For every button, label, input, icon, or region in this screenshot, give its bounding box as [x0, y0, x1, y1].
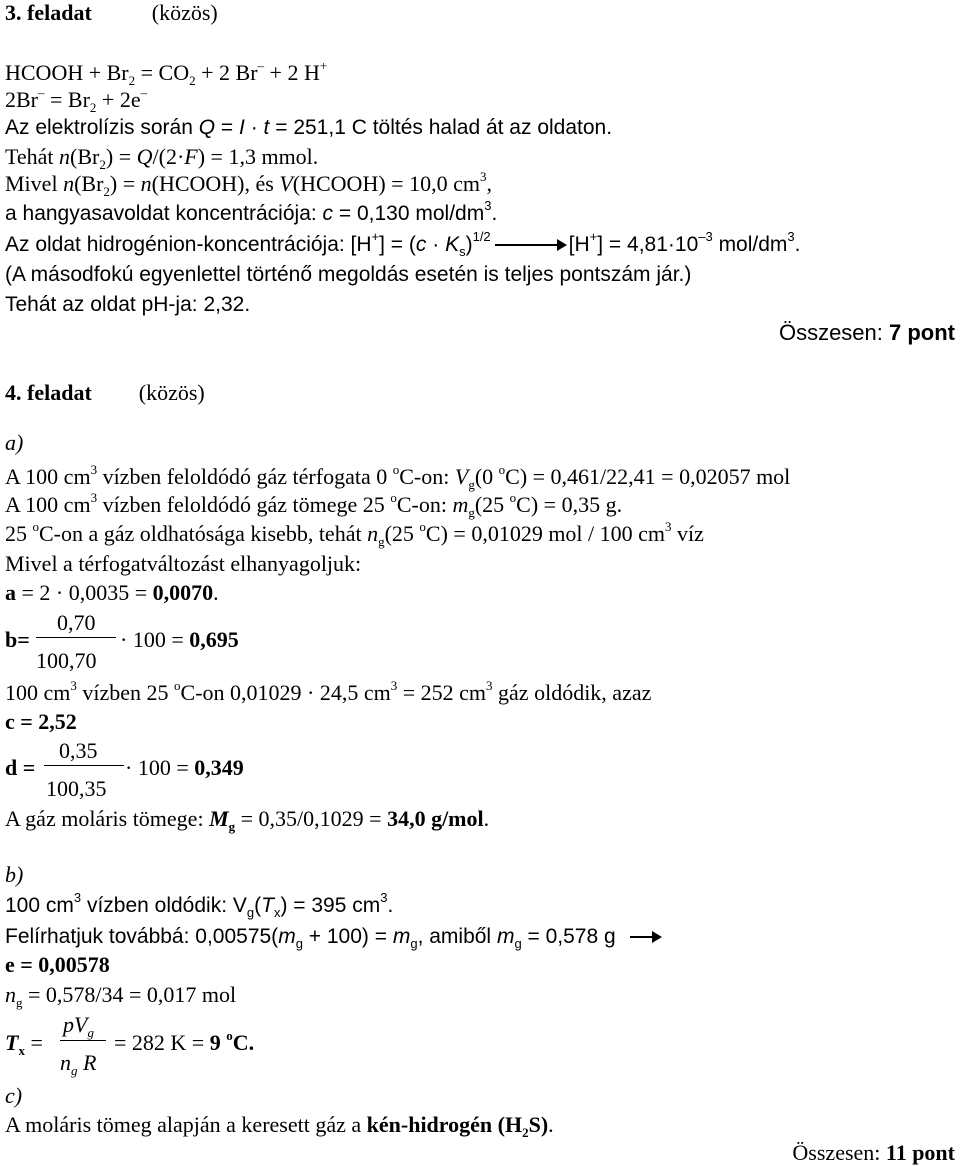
task4-b-line-3: e = 0,00578 — [5, 952, 110, 977]
task4-b-fraction-bar — [36, 637, 116, 638]
task4-t-rhs: = 282 K = 9 $^o$C. — [114, 1028, 255, 1055]
task4-d-lhs: d = — [5, 755, 36, 780]
task4-t-lhs: $T_x$ = — [5, 1030, 43, 1058]
task4-b-denominator: 100,70 — [36, 648, 97, 673]
task4-b-numerator: 0,70 — [57, 610, 96, 635]
task4-a-line-3: 25 $^o$C-on a gáz oldhatósága kisebb, tehát $n_g(25$ $^o$C) = 0,01029 mol / 100 $cm^3$ víz — [5, 519, 704, 549]
task4-b-line-2: Felírhatjuk továbbá: $0,00575(m_g + 100) = m_g$, amiből $m_g = 0,578$ g — [5, 924, 664, 950]
task4-c-answer: A moláris tömeg alapján a keresett gáz a kén-hidrogén $(H_2S)$. — [5, 1112, 554, 1140]
task4-d-rhs: · 100 = 0,349 — [125, 755, 244, 780]
task4-c-line-2: c = 2,52 — [5, 709, 77, 734]
task4-total: Összesen: 11 pont — [792, 1140, 955, 1165]
task3-title-text: 3. feladat — [5, 0, 92, 25]
task4-d-fraction-bar — [44, 765, 124, 766]
task4-t-numerator: $pV_g$ — [63, 1012, 94, 1040]
task3-line-3: Az elektrolízis során Q = I · t = 251,1 C töltés halad át az oldaton. — [5, 116, 613, 139]
task3-line-5: Mivel $n(Br_2)$ = n(HCOOH), és V(HCOOH) = 10,0 $cm^3$, — [5, 169, 492, 199]
task4-d-denominator: 100,35 — [46, 776, 107, 801]
task4-a-line-4: Mivel a térfogatváltozást elhanyagoljuk: — [5, 551, 362, 576]
arrow-right-icon — [495, 244, 565, 246]
task4-b-rhs: · 100 = 0,695 — [120, 627, 239, 652]
task4-t-denominator: $n_g$ R — [60, 1050, 97, 1078]
task3-line-6: a hangyasavoldat koncentrációja: c = 0,130 mol/$dm^3$. — [5, 198, 498, 225]
task4-a-line-1: A 100 $cm^3$ vízben feloldódó gáz térfogata 0 $^o$C-on: $V_g(0$ $^o$C) = 0,461/22,41 = 0,02057 mol — [5, 462, 791, 492]
task3-equation-1: HCOOH + $Br_2 = CO_2 + 2$ Br– + 2 H+ — [5, 58, 328, 88]
task4-part-b-label: b) — [5, 862, 24, 887]
task3-line-8: (A másodfokú egyenlettel történő megoldás esetén is teljes pontszám jár.) — [5, 263, 692, 286]
task4-a-line-2: A 100 $cm^3$ vízben feloldódó gáz tömege 25 $^o$C-on: $m_g(25$ $^o$C) = 0,35 g. — [5, 490, 623, 520]
task4-title: 4. feladat (közös) — [5, 380, 205, 405]
task3-title — [5, 0, 218, 26]
task4-part-c-label: c) — [5, 1083, 23, 1108]
task4-t-fraction-bar — [60, 1040, 106, 1041]
task4-c-line-1: 100 $cm^3$ vízben 25 $^o$C-on 0,01029 · 24,5 $cm^3 = 252$ $cm^3$ gáz oldódik, azaz — [5, 678, 652, 705]
task4-part-a-label: a) — [5, 430, 24, 455]
task4-molar-mass-line: A gáz moláris tömege: $M_g = 0,35/0,1029 = 34,0$ g/mol. — [5, 806, 490, 834]
task3-line-7: Az oldat hidrogénion-koncentrációja: $[H^+] = (c \cdot K_s)^{1/2}$ $[H^+] = 4,81\cdot 10^{-3}$ mol/$dm^3$. — [5, 229, 801, 259]
task4-a-line-5: a = 2 · 0,0035 = 0,0070. — [5, 580, 219, 605]
arrow-right-icon — [630, 936, 660, 938]
task3-tag: (közös) — [151, 0, 218, 25]
task3-equation-2: $2Br^- = Br_2 + 2e^-$ — [5, 85, 148, 115]
task4-d-numerator: 0,35 — [59, 738, 98, 763]
task4-b-lhs: b= — [5, 627, 30, 652]
task4-b-line-1: 100 $cm^3$ vízben oldódik: $V_g(T_x) = 395$ $cm^3$. — [5, 890, 394, 920]
task3-line-9: Tehát az oldat pH-ja: 2,32. — [5, 293, 251, 316]
task4-b-line-4: $n_g = 0,578/34 = 0,017$ mol — [5, 982, 237, 1010]
task3-line-4: Tehát $n(Br_2) = Q/(2\cdot F) = 1,3$ mmol. — [5, 144, 319, 172]
task3-total: Összesen: 7 pont — [778, 320, 955, 345]
